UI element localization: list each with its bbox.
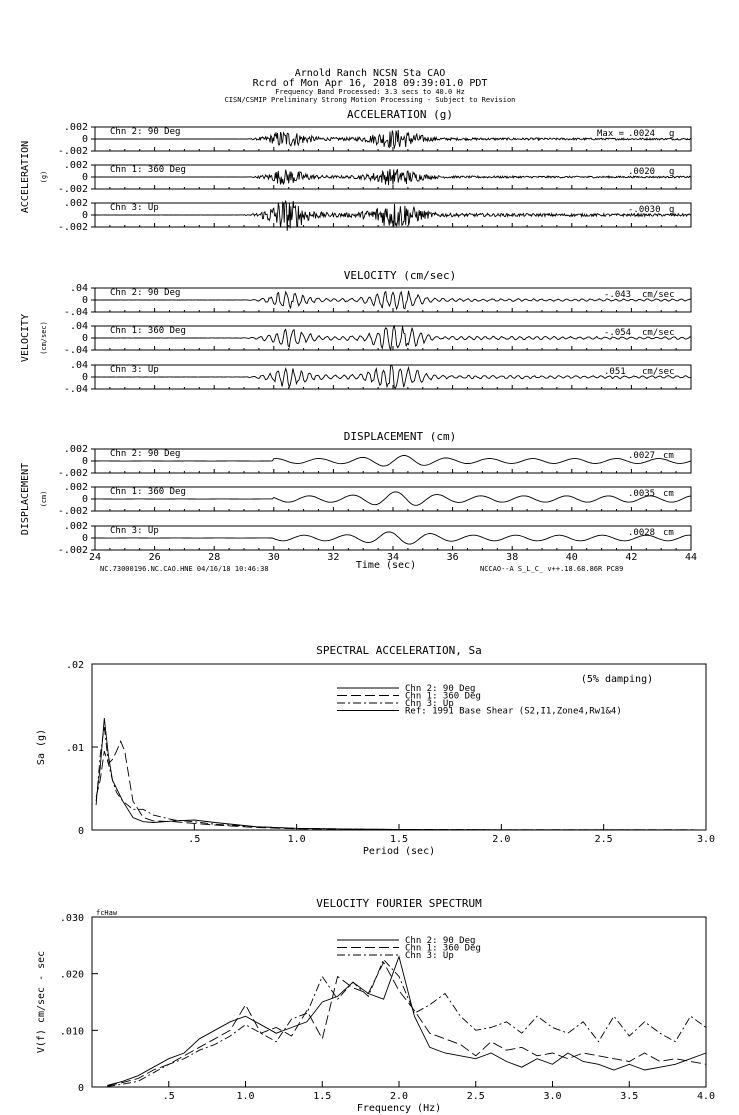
- y-tick-label: -.002: [57, 146, 88, 157]
- x-tick-label: 3.0: [696, 834, 716, 845]
- velocity-fourier-spectrum-title: VELOCITY FOURIER SPECTRUM: [316, 897, 482, 910]
- channel-label: Chn 1: 360 Deg: [110, 487, 186, 497]
- y-tick-label: 0: [81, 172, 88, 183]
- peak-value: .0020: [628, 167, 656, 177]
- y-tick-label: 0: [81, 533, 88, 544]
- y-tick-label: .01: [65, 743, 84, 754]
- y-tick-label: .030: [59, 913, 84, 924]
- y-tick-label: .002: [63, 160, 88, 171]
- velocity-panel: [20, 269, 691, 395]
- acceleration-axis-label: ACCELERATION: [20, 140, 31, 214]
- channel-label: Chn 2: 90 Deg: [110, 449, 181, 459]
- displacement-panel: [20, 430, 697, 571]
- trace-chn-3-up: [95, 532, 691, 544]
- y-tick-label: .002: [63, 444, 88, 455]
- x-tick-label: 28: [208, 552, 221, 563]
- y-tick-label: .04: [69, 321, 88, 332]
- y-tick-label: .002: [63, 482, 88, 493]
- channel-label: Chn 2: 90 Deg: [110, 288, 181, 298]
- peak-value: .0028: [628, 528, 656, 538]
- x-tick-label: 2.5: [594, 834, 613, 845]
- y-tick-label: -.002: [57, 468, 88, 479]
- peak-unit: cm/sec: [642, 367, 675, 377]
- x-tick-label: 3.0: [543, 1091, 562, 1102]
- acceleration-unit-label: (g): [40, 170, 48, 184]
- y-tick-label: 0: [81, 494, 88, 505]
- legend-entry: Chn 1: 360 Deg: [405, 943, 481, 954]
- series-chn-2-90-deg: [107, 957, 706, 1086]
- x-tick-label: 1.0: [236, 1091, 255, 1102]
- peak-unit: g: [669, 205, 675, 215]
- legend-entry: Chn 3: Up: [405, 699, 454, 709]
- channel-label: Chn 2: 90 Deg: [110, 127, 181, 137]
- x-tick-label: 1.5: [313, 1091, 332, 1102]
- velocity-axis-label: VELOCITY: [20, 313, 31, 363]
- legend-entry: Chn 1: 360 Deg: [405, 691, 481, 702]
- series-chn-2-90-deg: [96, 718, 706, 830]
- displacement-axis-label: DISPLACEMENT: [20, 462, 31, 536]
- channel-label: Chn 3: Up: [110, 203, 159, 213]
- frequency-band-note: Frequency Band Processed: 3.3 secs to 40.0 Hz: [275, 88, 465, 96]
- legend-entry: Ref: 1991 Base Shear (S2,I1,Zone4,Rw1&4): [405, 706, 622, 717]
- peak-unit: g: [669, 167, 675, 177]
- channel-label: Chn 1: 360 Deg: [110, 165, 186, 175]
- x-tick-label: 2.5: [466, 1091, 485, 1102]
- trace-chn-3-up: [95, 365, 691, 388]
- acceleration-g-title: ACCELERATION (g): [347, 108, 453, 121]
- legend-entry: Chn 2: 90 Deg: [405, 684, 476, 694]
- y-tick-label: 0: [81, 295, 88, 306]
- y-tick-label: .010: [59, 1026, 84, 1038]
- y-tick-label: -.002: [57, 184, 88, 195]
- y-tick-label: .002: [63, 521, 88, 532]
- max-label: Max =: [597, 129, 625, 139]
- y-tick-label: 0: [77, 1083, 84, 1094]
- plot-frame: [92, 664, 706, 830]
- acceleration-panel: [20, 108, 691, 233]
- x-tick-label: 4.0: [696, 1091, 716, 1102]
- x-tick-label: 26: [148, 552, 161, 563]
- x-axis-label: Frequency (Hz): [356, 1103, 442, 1114]
- record-id-footer: NC.73000196.NC.CAO.HNE 04/16/18 10:46:38: [100, 565, 269, 573]
- processing-note: CISN/CSMIP Preliminary Strong Motion Processing - Subject to Revision: [224, 96, 516, 104]
- station-title: Arnold Ranch NCSN Sta CAO: [294, 68, 446, 79]
- peak-unit: g: [669, 129, 675, 139]
- record-title: Rcrd of Mon Apr 16, 2018 09:39:01.0 PDT: [252, 78, 488, 89]
- damping-note: (5% damping): [580, 674, 654, 685]
- series-chn-1-360-deg: [96, 741, 706, 830]
- legend-entry: Chn 3: Up: [405, 951, 454, 961]
- window-note: fcHaw: [96, 909, 118, 917]
- y-tick-label: 0: [81, 134, 88, 145]
- y-tick-label: .020: [59, 969, 84, 981]
- peak-unit: cm/sec: [642, 290, 675, 300]
- x-tick-label: 30: [267, 552, 280, 563]
- x-tick-label: 34: [386, 552, 400, 563]
- x-tick-label: 44: [684, 552, 698, 563]
- y-tick-label: -.04: [63, 384, 88, 395]
- peak-value: .0024: [628, 129, 656, 139]
- peak-unit: cm: [663, 528, 674, 538]
- y-tick-label: 0: [81, 210, 88, 221]
- y-tick-label: -.002: [57, 222, 88, 233]
- y-tick-label: -.04: [63, 307, 88, 318]
- y-tick-label: 0: [81, 333, 88, 344]
- channel-label: Chn 3: Up: [110, 365, 159, 375]
- x-tick-label: 3.5: [620, 1091, 639, 1102]
- y-axis-label: V(f) cm/sec - sec: [36, 950, 47, 1054]
- x-tick-label: .5: [188, 834, 201, 845]
- peak-unit: cm: [663, 451, 674, 461]
- y-tick-label: .04: [69, 283, 88, 294]
- peak-unit: cm/sec: [642, 328, 675, 338]
- trace-chn-2-90-deg: [95, 291, 691, 309]
- velocity-unit-label: (cm/sec): [40, 321, 48, 355]
- fourier-spectrum-panel: [36, 897, 715, 1114]
- plot-frame: [92, 917, 706, 1087]
- y-tick-label: 0: [81, 456, 88, 467]
- series-chn-1-360-deg: [107, 962, 706, 1086]
- displacement-unit-label: (cm): [40, 490, 48, 508]
- spectral-acceleration-sa-title: SPECTRAL ACCELERATION, Sa: [316, 644, 482, 657]
- y-tick-label: 0: [81, 372, 88, 383]
- y-tick-label: .02: [65, 660, 84, 671]
- peak-unit: cm: [663, 489, 674, 499]
- x-tick-label: 42: [625, 552, 638, 563]
- x-axis-label: Time (sec): [355, 560, 417, 571]
- y-tick-label: .002: [63, 198, 88, 209]
- peak-value: .051: [604, 367, 626, 377]
- x-tick-label: 2.0: [389, 1091, 409, 1102]
- velocity-cm-sec-title: VELOCITY (cm/sec): [343, 269, 457, 282]
- legend-entry: Chn 2: 90 Deg: [405, 936, 476, 946]
- displacement-cm-title: DISPLACEMENT (cm): [343, 430, 457, 443]
- processing-id-footer: NCCAO--A S_L_C_ v++.18.68.86R PC89: [480, 565, 624, 573]
- x-tick-label: 2.0: [492, 834, 511, 845]
- x-axis-label: Period (sec): [362, 846, 436, 857]
- peak-value: -.043: [604, 290, 632, 300]
- x-tick-label: 40: [565, 552, 578, 563]
- y-tick-label: .04: [69, 360, 88, 371]
- x-tick-label: 32: [327, 552, 340, 563]
- x-tick-label: 38: [506, 552, 519, 563]
- peak-value: -.0030: [628, 205, 661, 215]
- y-tick-label: 0: [77, 826, 84, 837]
- y-tick-label: -.002: [57, 506, 88, 517]
- y-tick-label: -.04: [63, 345, 88, 356]
- y-axis-label: Sa (g): [36, 728, 47, 766]
- channel-label: Chn 3: Up: [110, 526, 159, 536]
- channel-label: Chn 1: 360 Deg: [110, 326, 186, 336]
- peak-value: .0035: [628, 489, 656, 499]
- series-chn-3-up: [96, 726, 706, 830]
- y-tick-label: -.002: [57, 545, 88, 556]
- peak-value: -.054: [604, 328, 632, 338]
- x-tick-label: .5: [162, 1091, 175, 1102]
- spectral-acceleration-panel: [36, 644, 715, 857]
- y-tick-label: .002: [63, 122, 88, 133]
- peak-value: .0027: [628, 451, 656, 461]
- x-tick-label: 1.5: [389, 834, 409, 845]
- x-tick-label: 24: [88, 552, 102, 563]
- x-tick-label: 1.0: [287, 834, 306, 845]
- x-tick-label: 36: [446, 552, 459, 563]
- trace-chn-2-90-deg: [95, 456, 691, 467]
- series-chn-3-up: [107, 960, 706, 1087]
